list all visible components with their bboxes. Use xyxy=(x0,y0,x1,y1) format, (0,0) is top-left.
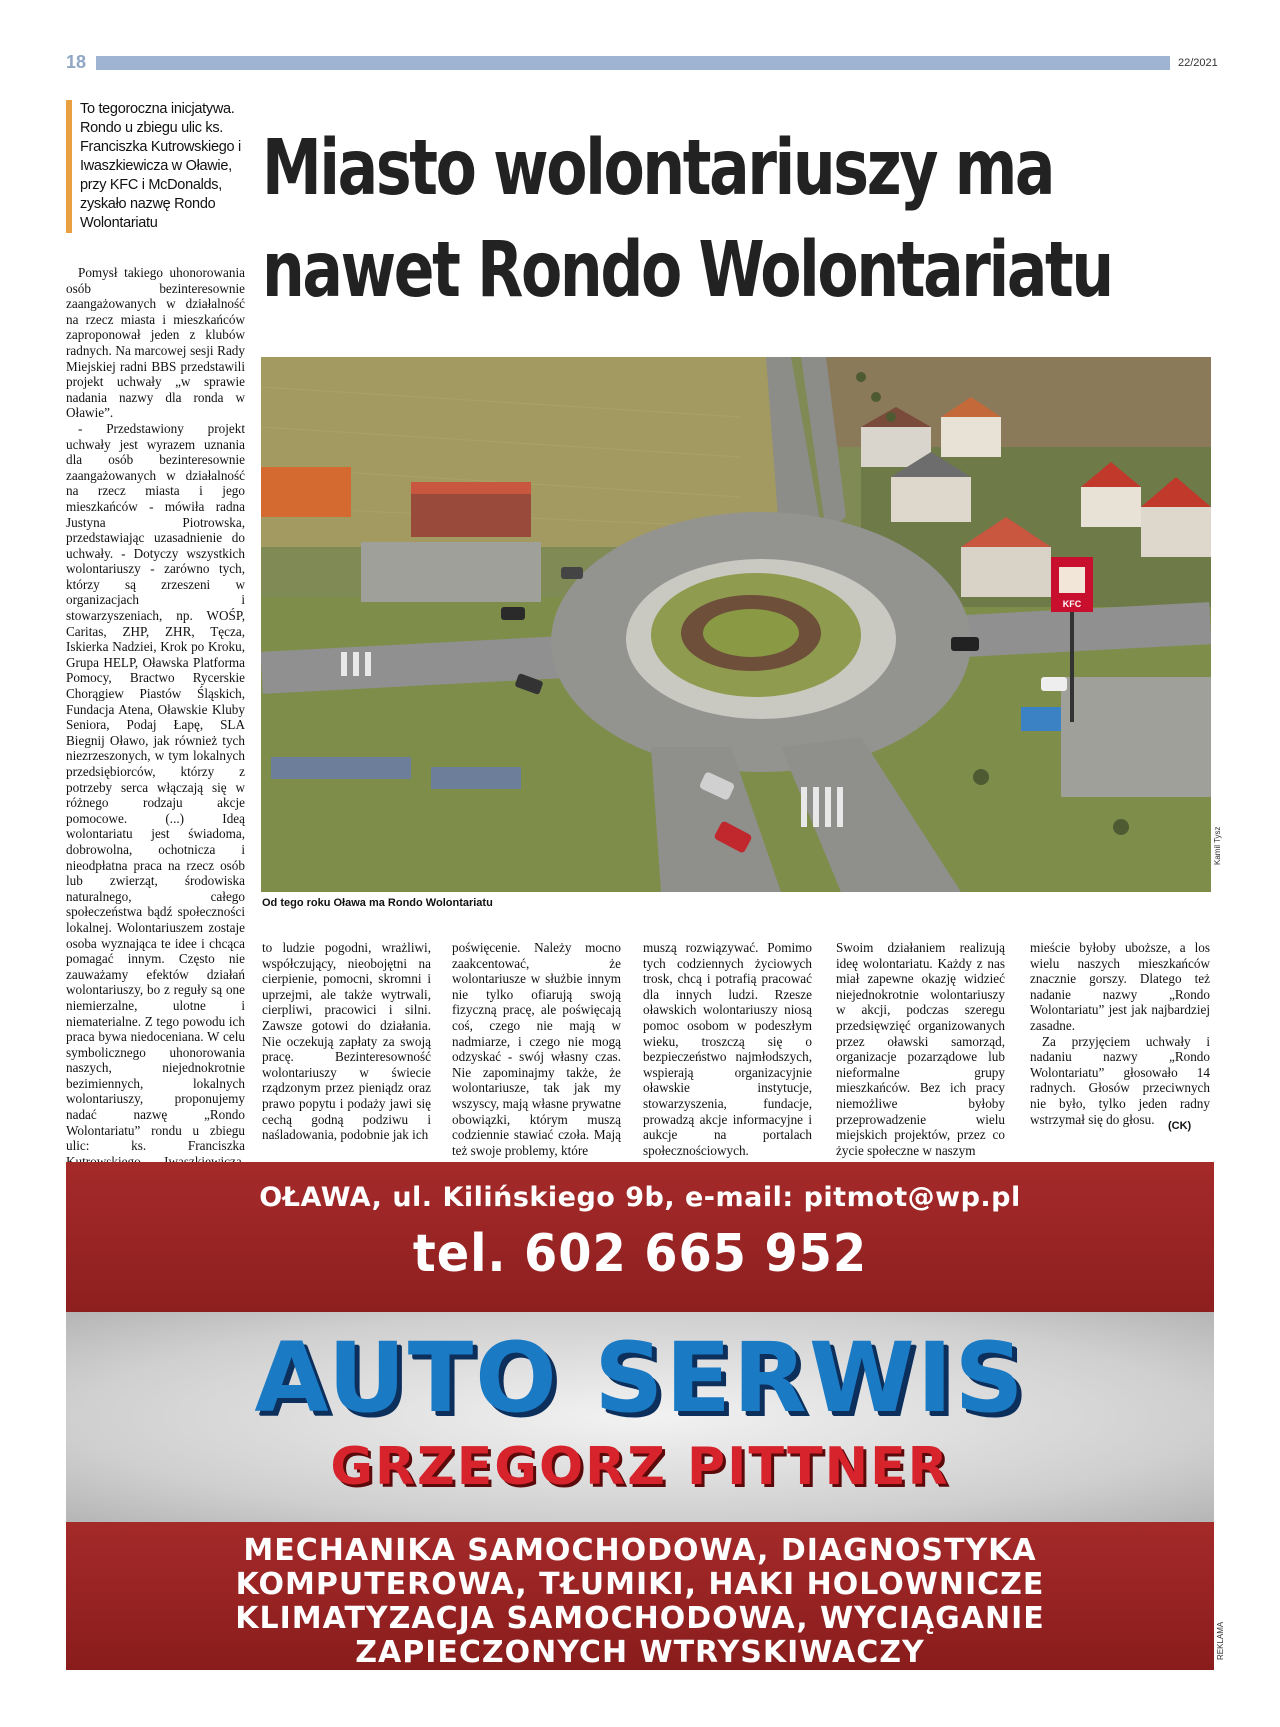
kfc-sign-label: KFC xyxy=(1062,599,1082,609)
photo-caption: Od tego roku Oława ma Rondo Wolontariatu xyxy=(262,897,493,909)
ad-label: REKLAMA xyxy=(1216,1621,1225,1660)
ad-phone: tel. 602 665 952 xyxy=(412,1224,868,1284)
paragraph: Swoim działaniem realizują ideę wolontariatu. Każdy z nas miał zapewne okazję widzieć niejednokrotnie wolontariuszy w akcji, podczas szeregu przedsięwzięć organizowanych przez oławski samorząd, organizacje pozarządowe lub nieformalne grupy mieszkańców. Bez ich pracy niemożliwe byłoby przeprowadzenie wielu miejskich projektów, przez co życie społeczne w naszym xyxy=(836,940,1005,1158)
body-column-6 xyxy=(1030,940,1210,1127)
photo-credit: Kamil Tysz xyxy=(1213,826,1222,865)
issue-number: 22/2021 xyxy=(1178,57,1218,69)
paragraph: to ludzie pogodni, wrażliwi, współczujący, nieobojętni na cierpienie, pomocni, skromni i uprzejmi, ale także wytrwali, cierpliwi, pracowici i silni. Zawsze gotowi do działania. Nie oczekują zapłaty za swoją pracę. Bezinteresowność wolontariuszy w świecie rządzonym przez pieniądz oraz prawo popytu i podaży jawi się cechą godną podziwu i naśladowania, podobnie jak ich xyxy=(262,940,431,1143)
roundabout-photo xyxy=(261,357,1211,892)
ad-owner: GRZEGORZ PITTNER xyxy=(330,1437,950,1497)
ad-service-line: KLIMATYZACJA SAMOCHODOWA, WYCIĄGANIE xyxy=(235,1601,1045,1636)
body-column-2 xyxy=(262,940,431,1143)
body-column-4 xyxy=(643,940,812,1158)
header-bar xyxy=(96,56,1170,70)
article-lead: To tegoroczna inicjatywa. Rondo u zbiegu ulic ks. Franciszka Kutrowskiego i Iwaszkiewicza w Oławie, przy KFC i McDonalds, zyskało nazwę Rondo Wolontariatu xyxy=(66,100,242,233)
ad-service-line: ZAPIECZONYCH WTRYSKIWACZY xyxy=(355,1635,925,1670)
paragraph: mieście byłoby uboższe, a los wielu naszych mieszkańców znacznie gorszy. Dlatego też nadanie nazwy „Rondo Wolontariatu” jest jak najbardziej zasadne. xyxy=(1030,940,1210,1033)
author-signature: (CK) xyxy=(1168,1120,1192,1132)
ad-service-line: MECHANIKA SAMOCHODOWA, DIAGNOSTYKA xyxy=(243,1533,1037,1568)
paragraph: muszą rozwiązywać. Pomimo tych codziennych życiowych trosk, chcą i potrafią pracować dla innych ludzi. Rzesze oławskich wolontariuszy niosą pomoc osobom w podeszłym wieku, troszczą się o bezpieczeństwo najmłodszych, wspierają organizacyjnie oławskie instytucje, stowarzyszenia, fundacje, prowadzą akcje informacyjne i aukcje na portalach społecznościowych. xyxy=(643,940,812,1158)
page-number: 18 xyxy=(66,52,87,72)
advertisement xyxy=(66,1162,1214,1670)
body-column-1 xyxy=(66,265,245,1201)
headline-line-2: nawet Rondo Wolontariatu xyxy=(262,226,1112,315)
body-column-5 xyxy=(836,940,1005,1158)
paragraph: poświęcenie. Należy mocno zaakcentować, że wolontariusze w służbie innym nie tylko ofiarują swoją fizyczną pracę, ale poświęcają coś, czego nie mają w nadmiarze, i czego nie mogą odzyskać - swój własny czas. Nie zapominajmy także, że wolontariusze, tak jak my wszyscy, mają własne prywatne obowiązki, którym muszą codziennie stawiać czoła. Mają też swoje problemy, które xyxy=(452,940,621,1158)
body-column-3 xyxy=(452,940,621,1158)
ad-services xyxy=(86,1534,1194,1670)
headline-line-1: Miasto wolontariuszy ma xyxy=(262,124,1054,213)
paragraph: - Przedstawiony projekt uchwały jest wyrazem uznania dla osób bezinteresownie zaangażowanych w działalność na rzecz miasta i jego mieszkańców - mówiła radna Justyna Piotrowska, przedstawiając uzasadnienie do uchwały. - Dotyczy wszystkich wolontariuszy - zarówno tych, którzy są zrzeszeni w organizacjach i stowarzyszeniach, np. WOŚP, Caritas, ZHP, ZHR, Tęcza, Iskierka Nadziei, Krok po Kroku, Grupa HELP, Oławska Platforma Pomocy, Bractwo Rycerskie Chorągiew Piastów Śląskich, Fundacja Atena, Oławskie Kluby Seniora, Podaj Łapę, SLA Biegnij Oławo, jak również tych niezrzeszonych, w tym lokalnych przedsiębiorców, którzy z potrzeby serca włączają się w różnego rodzaju akcje pomocowe. (...) Ideą wolontariatu jest świadoma, dobrowolna, ochotnicza i nieodpłatna praca na rzecz osób lub zwierząt, środowiska naturalnego, całego społeczeństwa bądź społeczności lokalnej. Wolontariuszem zostaje osoba wyznająca te idee i chcąca pomagać innym. Często nie zauważamy efektów działań wolontariuszy, bo z reguły są one niemierzalne, ulotne i niematerialne. Z tego powodu ich praca bywa niedoceniana. W celu symbolicznego uhonorowania naszych, niejednokrotnie bezimiennych, lokalnych wolontariuszy, proponujemy nadać nazwę „Rondo Wolontariatu” rondu u zbiegu ulic: ks. Franciszka xyxy=(66,420,245,1154)
ad-title: AUTO SERWIS xyxy=(254,1322,1026,1434)
paragraph: Za przyjęciem uchwały i nadaniu nazwy „Rondo Wolontariatu” głosowało 14 radnych. Głosów przeciwnych nie było, tylko jeden radny wstrzymał się do głosu. xyxy=(1030,1033,1210,1127)
article-headline xyxy=(262,118,1112,322)
ad-address: OŁAWA, ul. Kilińskiego 9b, e-mail: pitmot@wp.pl xyxy=(259,1182,1021,1213)
paragraph: Pomysł takiego uhonorowania osób bezinteresownie zaangażowanych w działalność na rzecz miasta i mieszkańców zaproponował jeden z klubów radnych. Na marcowej sesji Rady Miejskiej radni BBS przedstawili projekt uchwały „w sprawie nadania nazwy dla ronda w Oławie”. xyxy=(66,265,245,421)
ad-service-line: KOMPUTEROWA, TŁUMIKI, HAKI HOLOWNICZE xyxy=(235,1567,1045,1602)
